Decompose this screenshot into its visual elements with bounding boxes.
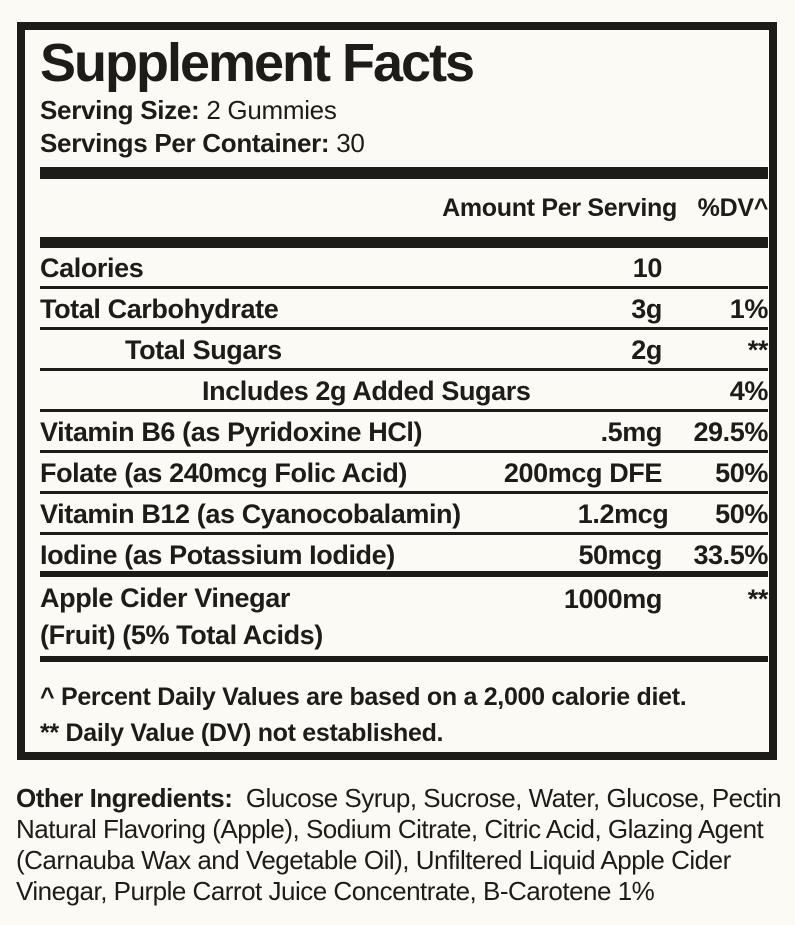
row-label: Folate (as 240mcg Folic Acid) (40, 458, 408, 488)
column-header-dv: %DV^ (697, 193, 768, 222)
divider-bar-top (40, 167, 768, 179)
other-ingredients-heading: Other Ingredients: (16, 783, 233, 813)
serving-size-line (40, 94, 768, 127)
row-amount: 1.2mcg (577, 499, 669, 529)
row-amount: .5mg (600, 417, 662, 447)
row-dv: 29.5% (693, 417, 768, 447)
row-label: Vitamin B12 (as Cyanocobalamin) (40, 499, 461, 529)
serving-info (40, 94, 768, 160)
column-header-amount: Amount Per Serving (442, 193, 677, 222)
panel-title: Supplement Facts (40, 33, 474, 93)
row-dv: 33.5% (693, 540, 768, 570)
table-row-vitamin-b6 (40, 412, 768, 453)
table-row-iodine (40, 535, 768, 571)
row-dv: 50% (715, 458, 768, 488)
other-ingredients-paragraph (16, 783, 786, 907)
row-label (40, 580, 441, 654)
row-label: Total Carbohydrate (40, 294, 279, 324)
row-dv: 50% (715, 499, 768, 529)
footnote-dv-not-established: ** Daily Value (DV) not established. (40, 719, 444, 747)
row-amount: 3g (631, 294, 662, 324)
servings-per-container-label: Servings Per Container: (40, 128, 330, 158)
table-row-calories (40, 248, 768, 289)
row-label: Total Sugars (125, 335, 282, 365)
table-row-apple-cider-vinegar (40, 577, 768, 656)
row-label: Vitamin B6 (as Pyridoxine HCl) (40, 417, 423, 447)
row-amount: 10 (632, 253, 662, 283)
table-row-total-carbohydrate (40, 289, 768, 330)
supplement-facts-panel (17, 22, 777, 760)
table-row-added-sugars (40, 371, 768, 412)
footnotes (40, 662, 768, 751)
servings-per-container-line (40, 127, 768, 160)
serving-size-label: Serving Size: (40, 95, 200, 125)
servings-per-container-value: 30 (336, 128, 365, 158)
table-row-total-sugars (40, 330, 768, 371)
serving-size-value: 2 Gummies (206, 95, 337, 125)
table-row-vitamin-b12 (40, 494, 768, 535)
footnote-daily-values: ^ Percent Daily Values are based on a 2,000 calorie diet. (40, 683, 687, 711)
row-amount: 1000mg (563, 584, 662, 614)
row-dv: 1% (729, 294, 768, 324)
row-amount: 2g (631, 335, 662, 365)
row-label: Includes 2g Added Sugars (202, 376, 531, 406)
row-label-line1: Apple Cider Vinegar (40, 583, 290, 613)
row-amount: 200mcg DFE (503, 458, 662, 488)
row-dv: 4% (729, 376, 768, 406)
row-dv: ** (747, 584, 768, 614)
table-header-row (40, 179, 768, 237)
divider-bar-header (40, 237, 768, 248)
other-ingredients-text: Glucose Syrup, Sucrose, Water, Glucose, Pectin Natural Flavoring (Apple), Sodium Citrate, Citric Acid, Glazing Agent (Carnauba Wax and Vegetable Oil), Unfiltered Liquid Apple Cider Vinegar, Purple Carrot Juice Concentrate, B-Carotene 1% (16, 783, 782, 906)
row-dv: ** (747, 335, 768, 365)
row-label-line2: (Fruit) (5% Total Acids) (40, 620, 323, 650)
row-amount: 50mcg (578, 540, 662, 570)
row-label: Iodine (as Potassium Iodide) (40, 540, 395, 570)
row-label: Calories (40, 253, 144, 283)
table-row-folate (40, 453, 768, 494)
